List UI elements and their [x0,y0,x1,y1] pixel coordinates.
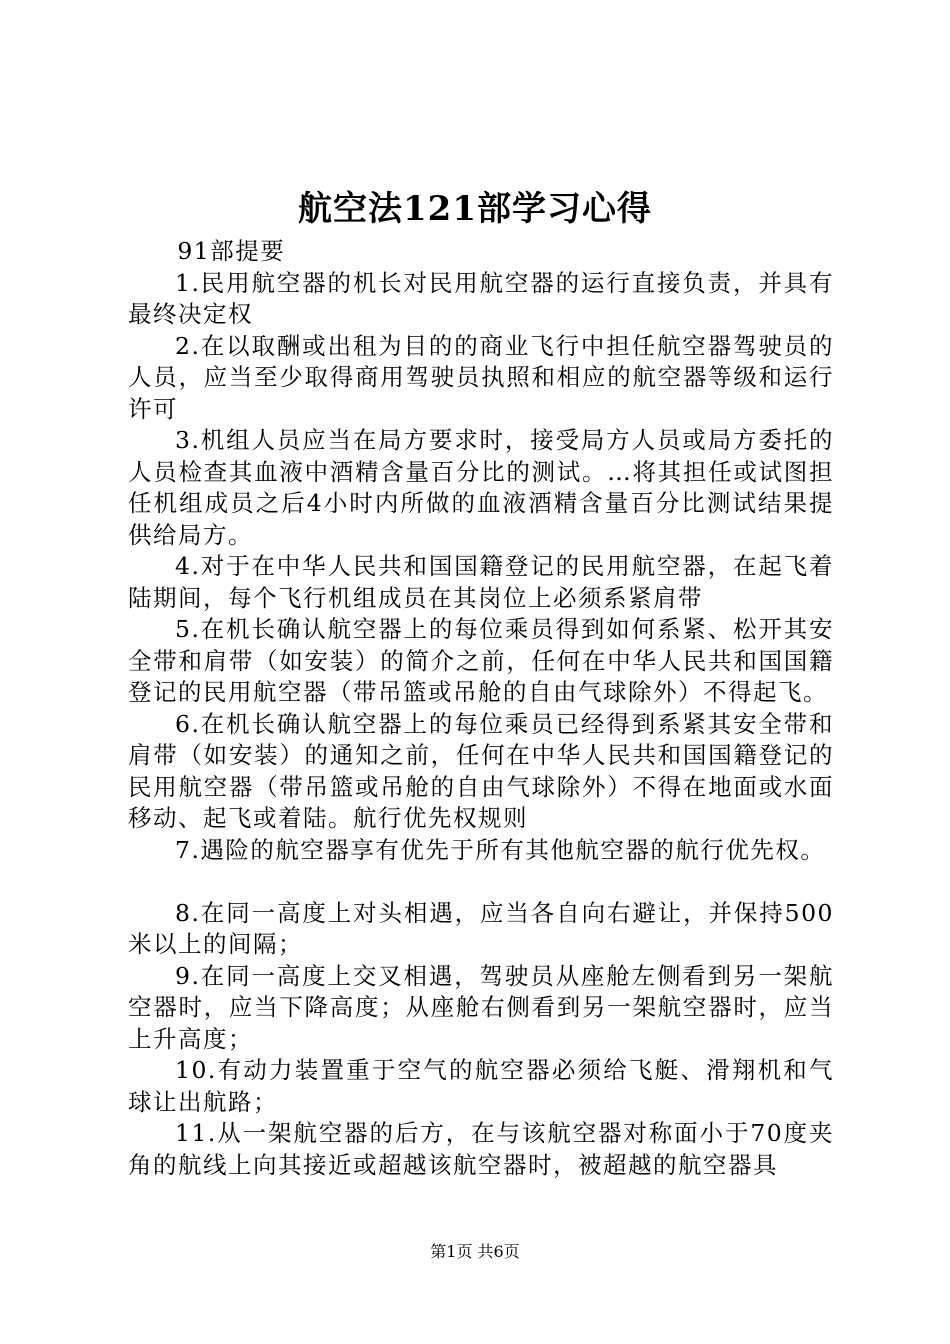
document-title: 航空法121部学习心得 [298,189,652,229]
summary-label: 91部提要 [177,237,286,265]
paragraph-3: 3.机组人员应当在局方要求时，接受局方人员或局方委托的人员检查其血液中酒精含量百分比的测试。…将其担任或试图担任机组成员之后4小时内所做的血液酒精含量百分比测试结果提供给局方。 [128,426,834,549]
paragraph-7: 7.遇险的航空器享有优先于所有其他航空器的航行优先权。 [175,835,826,864]
paragraph-1: 1.民用航空器的机长对民用航空器的运行直接负责，并具有最终决定权 [128,268,834,328]
paragraph-8: 8.在同一高度上对头相遇，应当各自向右避让，并保持500米以上的间隔； [128,898,834,958]
document-body [128,236,834,1181]
page-number-footer: 第1页 共6页 [430,1242,520,1261]
paragraph-10: 10.有动力装置重于空气的航空器必须给飞艇、滑翔机和气球让出航路； [128,1056,834,1116]
paragraph-6: 6.在机长确认航空器上的每位乘员已经得到系紧其安全带和肩带（如安装）的通知之前，任何在中华人民共和国国籍登记的民用航空器（带吊篮或吊舱的自由气球除外）不得在地面或水面移动、起飞或着陆。航行优先权规则 [128,709,834,832]
paragraph-2: 2.在以取酬或出租为目的的商业飞行中担任航空器驾驶员的人员，应当至少取得商用驾驶员执照和相应的航空器等级和运行许可 [128,331,834,423]
paragraph-4: 4.对于在中华人民共和国国籍登记的民用航空器，在起飞着陆期间，每个飞行机组成员在其岗位上必须系紧肩带 [128,552,834,612]
paragraph-5: 5.在机长确认航空器上的每位乘员得到如何系紧、松开其安全带和肩带（如安装）的简介之前，任何在中华人民共和国国籍登记的民用航空器（带吊篮或吊舱的自由气球除外）不得起飞。 [128,615,834,706]
paragraph-11: 11.从一架航空器的后方，在与该航空器对称面小于70度夹角的航线上向其接近或超越该航空器时，被超越的航空器具 [128,1119,834,1179]
paragraph-9: 9.在同一高度上交叉相遇，驾驶员从座舱左侧看到另一架航空器时，应当下降高度；从座舱右侧看到另一架航空器时，应当上升高度； [128,961,834,1053]
